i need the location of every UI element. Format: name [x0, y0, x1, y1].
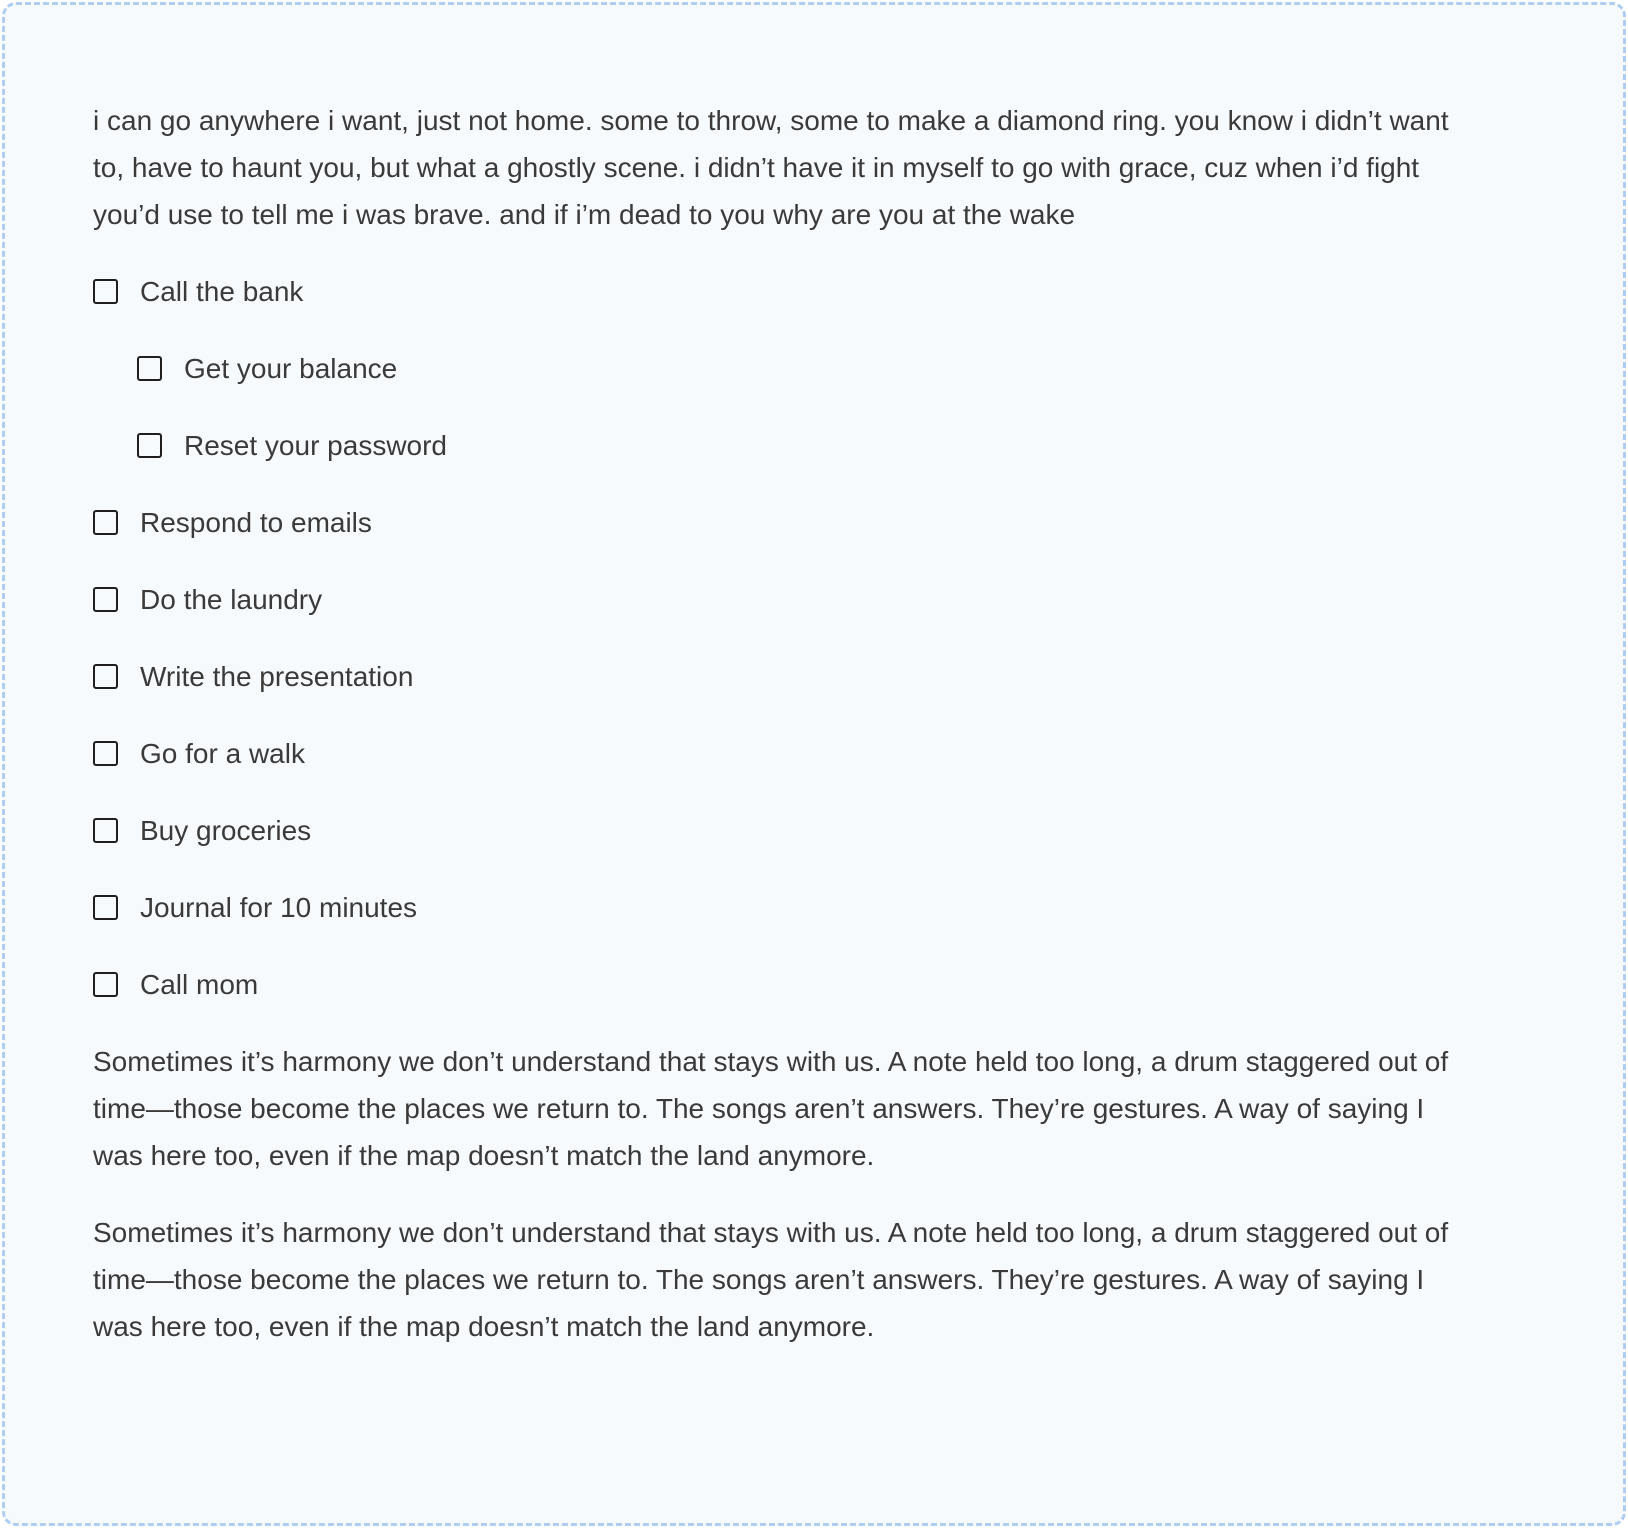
buy-groceries-checkbox[interactable] [93, 818, 118, 843]
task-label: Call the bank [140, 276, 304, 307]
task-label: Do the laundry [140, 584, 323, 615]
task-item [93, 730, 1465, 777]
note-content [93, 97, 1465, 1350]
task-item [93, 807, 1465, 854]
task-label: Journal for 10 minutes [140, 892, 418, 923]
task-item [93, 653, 1465, 700]
task-item [93, 961, 1465, 1008]
task-label: Call mom [140, 969, 259, 1000]
task-label: Reset your password [184, 430, 448, 461]
task-checklist [93, 268, 1465, 1008]
reset-your-password-checkbox[interactable] [137, 433, 162, 458]
closing-paragraph-1: Sometimes it’s harmony we don’t understand that stays with us. A note held too long, a drum staggered out of time—those become the places we return to. The songs aren’t answers. They’re gestures. A way of saying I was here too, even if the map doesn’t match the land anymore. [93, 1046, 1449, 1171]
task-item [93, 576, 1465, 623]
call-mom-checkbox[interactable] [93, 972, 118, 997]
go-for-a-walk-checkbox[interactable] [93, 741, 118, 766]
task-item [137, 422, 1465, 469]
do-the-laundry-checkbox[interactable] [93, 587, 118, 612]
task-item [93, 499, 1465, 546]
intro-paragraph: i can go anywhere i want, just not home. some to throw, some to make a diamond ring. you know i didn’t want to, have to haunt you, but what a ghostly scene. i didn’t have it in myself to go with grace, cuz when i’d fight you’d use to tell me i was brave. and if i’m dead to you why are you at the wake [93, 105, 1449, 230]
task-label: Write the presentation [140, 661, 414, 692]
task-label: Get your balance [184, 353, 398, 384]
task-label: Respond to emails [140, 507, 372, 538]
task-item [137, 345, 1465, 392]
closing-paragraph-2: Sometimes it’s harmony we don’t understand that stays with us. A note held too long, a drum staggered out of time—those become the places we return to. The songs aren’t answers. They’re gestures. A way of saying I was here too, even if the map doesn’t match the land anymore. [93, 1217, 1449, 1342]
task-item [93, 884, 1465, 931]
get-your-balance-checkbox[interactable] [137, 356, 162, 381]
respond-to-emails-checkbox[interactable] [93, 510, 118, 535]
task-item [93, 268, 1465, 315]
journal-for-10-minutes-checkbox[interactable] [93, 895, 118, 920]
call-the-bank-checkbox[interactable] [93, 279, 118, 304]
write-the-presentation-checkbox[interactable] [93, 664, 118, 689]
task-label: Go for a walk [140, 738, 305, 769]
task-label: Buy groceries [140, 815, 312, 846]
note-page [2, 2, 1626, 1526]
